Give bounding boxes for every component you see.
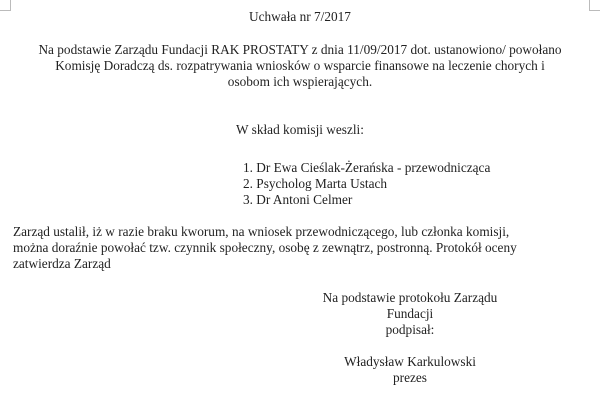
decision-paragraph <box>13 224 517 272</box>
decision-line: zatwierdza Zarząd <box>13 256 111 271</box>
intro-line: osobom ich wspierających. <box>227 74 373 89</box>
signatory-name: Władysław Karkulowski <box>344 354 476 369</box>
list-item: 2. Psycholog Marta Ustach <box>243 176 388 191</box>
intro-paragraph <box>0 42 600 90</box>
intro-line: Na podstawie Zarządu Fundacji RAK PROSTATY z dnia 11/09/2017 dot. ustanowiono/ powołano <box>38 42 562 57</box>
list-item: 3. Dr Antoni Celmer <box>243 192 353 207</box>
decision-line: Zarząd ustalił, iż w razie braku kworum, na wniosek przewodniczącego, lub członka komisji, <box>13 224 510 239</box>
committee-members-list <box>243 160 490 208</box>
list-item: 1. Dr Ewa Cieślak-Żerańska - przewodnicząca <box>243 160 491 175</box>
signature-block <box>300 290 520 386</box>
intro-line: Komisję Doradczą ds. rozpatrywania wniosków o wsparcie finansowe na leczenie chorych i <box>55 58 545 73</box>
signatory-role: prezes <box>393 370 427 385</box>
decision-line: można doraźnie powołać tzw. czynnik społeczny, osobę z zewnątrz, postronną. Protokół oceny <box>13 240 517 255</box>
committee-heading: W skład komisji weszli: <box>236 122 364 137</box>
signature-signed: podpisał: <box>385 322 435 337</box>
signature-basis: Na podstawie protokołu Zarządu Fundacji <box>322 290 498 321</box>
document-title: Uchwała nr 7/2017 <box>249 9 351 24</box>
